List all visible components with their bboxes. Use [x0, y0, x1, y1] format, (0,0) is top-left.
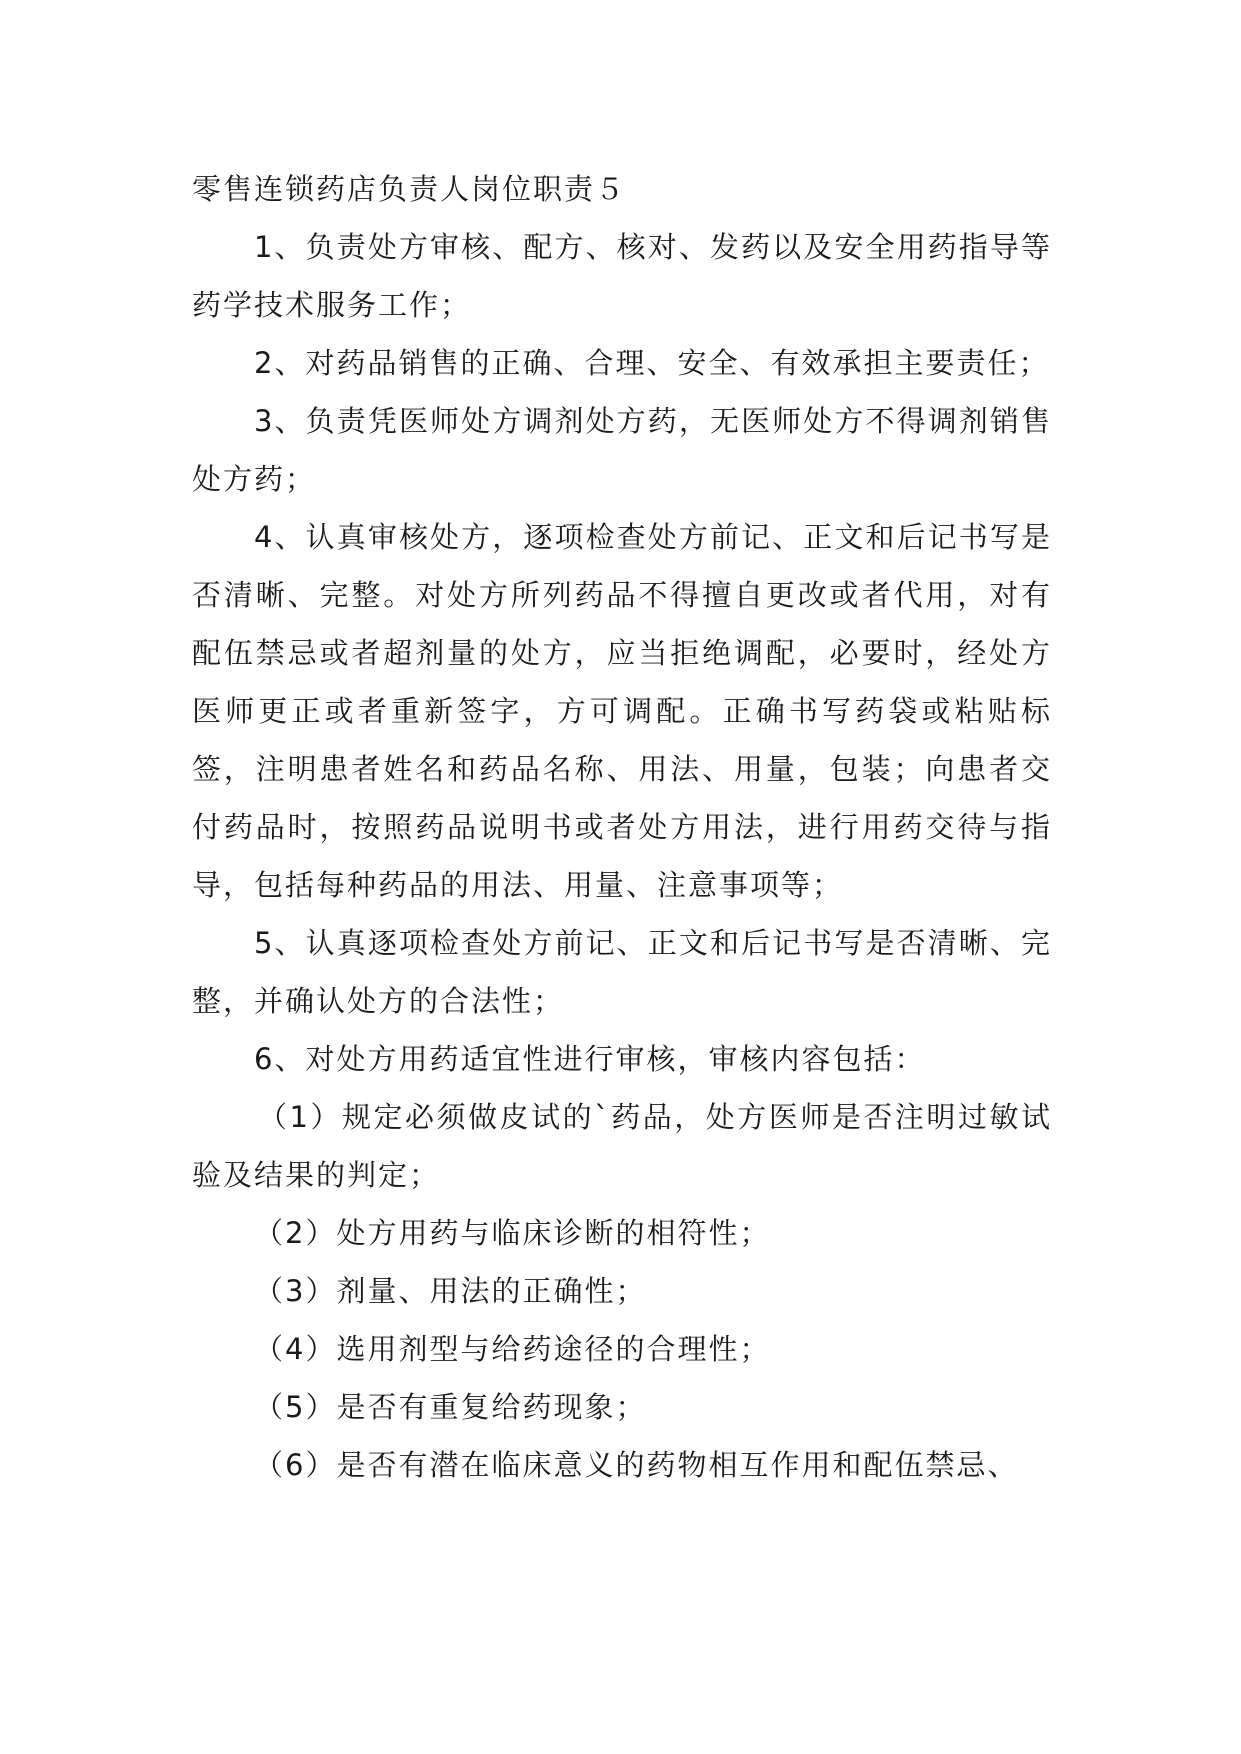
- duty-paragraph-5: 5、认真逐项检查处方前记、正文和后记书写是否清晰、完整，并确认处方的合法性；: [192, 926, 1052, 1018]
- duty-paragraph-1: 1、负责处方审核、配方、核对、发药以及安全用药指导等药学技术服务工作；: [192, 230, 1052, 322]
- duty-paragraph-3: 3、负责凭医师处方调剂处方药，无医师处方不得调剂销售处方药；: [192, 404, 1052, 496]
- duty-paragraph-2: 2、对药品销售的正确、合理、安全、有效承担主要责任；: [254, 346, 1050, 380]
- review-item-4: （4）选用剂型与给药途径的合理性；: [254, 1332, 771, 1366]
- document-title: 零售连锁药店负责人岗位职责５: [192, 172, 627, 206]
- duty-paragraph-4: 4、认真审核处方，逐项检查处方前记、正文和后记书写是否清晰、完整。对处方所列药品不得擅自更改或者代用，对有配伍禁忌或者超剂量的处方，应当拒绝调配，必要时，经处方医师更正或者重新签字，方可调配。正确书写药袋或粘贴标签，注明患者姓名和药品名称、用法、用量，包装；向患者交付药品时，按照药品说明书或者处方用法，进行用药交待与指导，包括每种药品的用法、用量、注意事项等；: [192, 520, 1052, 902]
- review-item-3: （3）剂量、用法的正确性；: [254, 1274, 647, 1308]
- document-body: [192, 160, 1052, 1494]
- review-item-6: （6）是否有潜在临床意义的药物相互作用和配伍禁忌、: [254, 1448, 1019, 1482]
- duty-paragraph-6: 6、对处方用药适宜性进行审核，审核内容包括：: [254, 1042, 926, 1076]
- review-item-1: （1）规定必须做皮试的`药品，处方医师是否注明过敏试验及结果的判定；: [192, 1100, 1052, 1192]
- review-item-5: （5）是否有重复给药现象；: [254, 1390, 647, 1424]
- review-item-2: （2）处方用药与临床诊断的相符性；: [254, 1216, 771, 1250]
